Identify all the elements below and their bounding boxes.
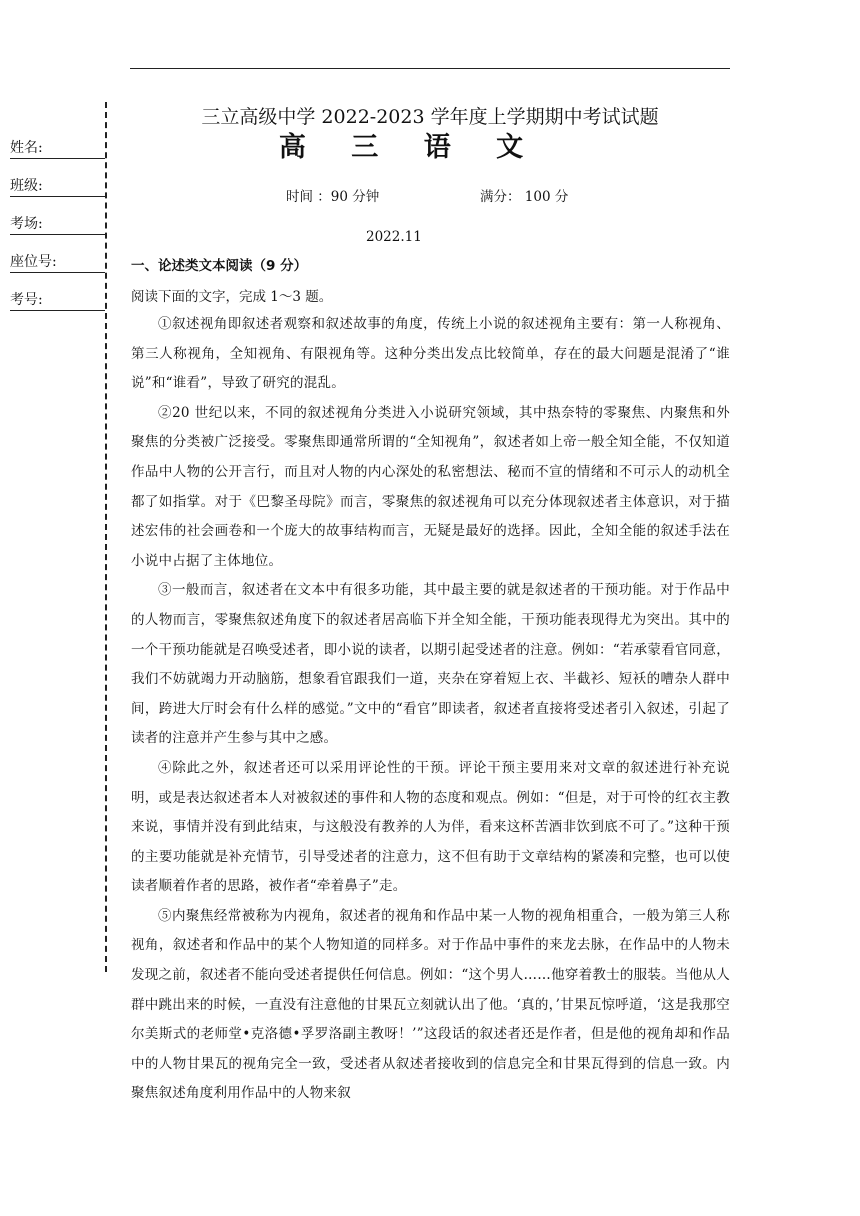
paragraph-3: ③一般而言，叙述者在文本中有很多功能，其中最主要的就是叙述者的干预功能。对于作品中的人物而言，零聚焦叙述角度下的叙述者居高临下并全知全能，干预功能表现得尤为突出。其中的一个干预功能就是召唤受述者，即小说的读者，以期引起受述者的注意。例如：“若承蒙看官同意，我们不妨就竭力开动脑筋，想象看官跟我们一道，夹杂在穿着短上衣、半截衫、短袄的嘈杂人群中间，跨进大厅时会有什么样的感觉。”文中的“看官”即读者，叙述者直接将受述者引入叙述，引起了读者的注意并产生参与其中之感。: [131, 582, 730, 747]
name-field[interactable]: 姓名:: [10, 139, 105, 159]
exam-date: 2022.11: [366, 229, 422, 245]
exam-number-field[interactable]: 考号:: [10, 291, 105, 311]
exam-score: 满分： 100 分: [480, 189, 569, 205]
section-instruction: 阅读下面的文字，完成 1～3 题。: [131, 289, 333, 305]
exam-title: 三立高级中学 2022-2023 学年度上学期期中考试试题: [201, 106, 659, 128]
reading-passage: [131, 310, 730, 1109]
header-rule: [130, 68, 730, 69]
exam-time: 时间 ：90 分钟: [286, 189, 380, 205]
paragraph-4: ④除此之外，叙述者还可以采用评论性的干预。评论干预主要用来对文章的叙述进行补充说明，或是表达叙述者本人对被叙述的事件和人物的态度和观点。例如：“但是，对于可怜的红衣主教来说，事情并没有到此结束，与这般没有教养的人为伴，看来这杯苦酒非饮到底不可了。”这种干预的主要功能就是补充情节，引导受述者的注意力，这不但有助于文章结构的紧凑和完整，也可以使读者顺着作者的思路，被作者“牵着鼻子”走。: [131, 759, 730, 895]
paragraph-2: ②20 世纪以来，不同的叙述视角分类进入小说研究领域，其中热奈特的零聚焦、内聚焦和外聚焦的分类被广泛接受。零聚焦即通常所谓的“全知视角”，叙述者如上帝一般全知全能，不仅知道作品中人物的公开言行，而且对人物的内心深处的私密想法、秘而不宣的情绪和不可示人的动机全都了如指掌。对于《巴黎圣母院》而言，零聚焦的叙述视角可以充分体现叙述者主体意识，对于描述宏伟的社会画卷和一个庞大的故事结构而言，无疑是最好的选择。因此，全知全能的叙述手法在小说中占据了主体地位。: [131, 404, 730, 569]
paragraph-5: ⑤内聚焦经常被称为内视角，叙述者的视角和作品中某一人物的视角相重合，一般为第三人称视角，叙述者和作品中的某个人物知道的同样多。对于作品中事件的来龙去脉，在作品中的人物未发现之前，叙述者不能向受述者提供任何信息。例如：“这个男人……他穿着教士的服装。当他从人群中跳出来的时候，一直没有注意他的甘果瓦立刻就认出了他。‘真的，’甘果瓦惊呼道，‘这是我那空尔美斯式的老师堂•克洛德•孚罗洛副主教呀！’”这段话的叙述者还是作者，但是他的视角却和作品中的人物甘果瓦的视角完全一致，受述者从叙述者接收到的信息完全和甘果瓦得到的信息一致。内聚焦叙述角度利用作品中的人物来叙: [131, 907, 730, 1102]
room-field[interactable]: 考场:: [10, 215, 105, 235]
binding-dashed-line: [105, 102, 107, 972]
subject-title: 高 三 语 文: [278, 132, 542, 163]
class-field[interactable]: 班级:: [10, 177, 105, 197]
section-title: 一、论述类文本阅读（9 分）: [131, 258, 308, 274]
paragraph-1: ①叙述视角即叙述者观察和叙述故事的角度，传统上小说的叙述视角主要有：第一人称视角、第三人称视角，全知视角、有限视角等。这种分类出发点比较简单，存在的最大问题是混淆了“谁说”和“谁看”，导致了研究的混乱。: [131, 316, 730, 392]
seat-field[interactable]: 座位号:: [10, 253, 105, 273]
